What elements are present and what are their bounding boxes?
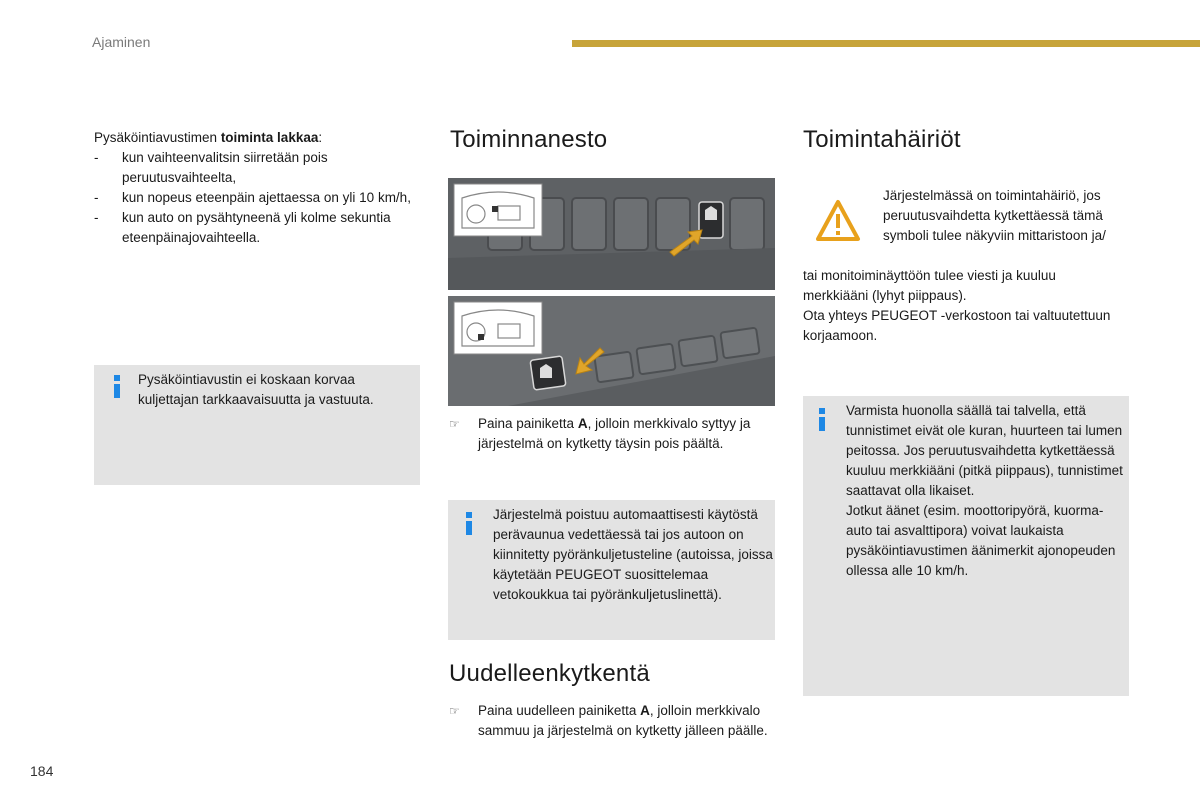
instruction-reenable (449, 701, 774, 741)
warning-triangle-icon (815, 198, 861, 244)
heading-uudelleenkytkenta: Uudelleenkytkentä (449, 660, 650, 687)
contact-text: Ota yhteys PEUGEOT -verkostoon tai valtuutettuun korjaamoon. (803, 308, 1111, 343)
heading-toiminnanesto: Toiminnanesto (450, 126, 608, 153)
section-title: Ajaminen (92, 34, 151, 50)
button-location-image-1 (448, 178, 775, 290)
info-text: Pysäköintiavustin ei koskaan korvaa kuljettajan tarkkaavaisuutta ja vastuuta. (138, 372, 374, 407)
info-box-responsibility (94, 365, 420, 485)
step-button-letter: A (640, 703, 650, 718)
info-text: Järjestelmä poistuu automaattisesti käytöstä perävaunua vedettäessä tai jos autoon on kiinnitetty pyöränkuljetusteline (autoissa, joissa käytetään PEUGEOT suosittelemaa vetokoukkua tai pyöränkuljetuslinettä). (493, 507, 773, 602)
bullet-dash: - (94, 190, 99, 205)
step-text: Paina uudelleen painiketta (478, 703, 641, 718)
info-box-trailer (448, 500, 775, 640)
instruction-step (449, 414, 774, 454)
pointing-hand-icon: ☞ (449, 704, 460, 718)
message-text: tai monitoiminäyttöön tulee viesti ja kuuluu merkkiääni (lyhyt piippaus). (803, 268, 1056, 303)
heading-toimintahairiot: Toimintahäiriöt (803, 126, 961, 153)
bullet-dash: - (94, 150, 99, 165)
instruction-disable (449, 414, 774, 454)
step-text-cont: , jolloin merkkivalo sammuu ja järjestelmä on kytketty jälleen päälle. (478, 703, 768, 738)
page-number: 184 (30, 763, 54, 779)
warning-text: Järjestelmässä on toimintahäiriö, jos peruutusvaihdetta kytkettäessä tämä symboli tulee näkyviin mittaristoon ja/ (883, 188, 1106, 243)
step-button-letter: A (577, 416, 588, 431)
step-text-cont: , jolloin merkkivalo syttyy ja järjestelmä on kytketty täysin pois päältä. (478, 416, 751, 451)
bullet-dash: - (94, 210, 99, 225)
dashboard-illustration (448, 178, 775, 290)
info-paragraph-2: Jotkut äänet (esim. moottoripyörä, kuorma-auto tai asvalttipora) voivat laukaista pysäköintiavustimen äänimerkit ajonopeuden ollessa alle 10 km/h. (846, 503, 1116, 578)
instruction-step (449, 701, 774, 741)
info-text (846, 401, 1126, 581)
warning-text-continued (803, 266, 1123, 346)
console-illustration (448, 296, 775, 406)
intro-lead-text: Pysäköintiavustimen (94, 130, 221, 145)
intro-lead (94, 128, 424, 148)
list-item (94, 188, 424, 208)
list-item-text: kun auto on pysähtyneenä yli kolme sekuntia eteenpäinajovaihteella. (122, 210, 391, 245)
list-item (94, 208, 424, 248)
step-text: Paina painiketta (478, 416, 578, 431)
intro-lead-colon: : (318, 130, 323, 145)
info-box-sensors (803, 396, 1129, 696)
list-item (94, 148, 424, 188)
list-item-text: kun vaihteenvalitsin siirretään pois peruutusvaihteelta, (122, 150, 328, 185)
intro-lead-bold: toiminta lakkaa (220, 130, 319, 145)
pointing-hand-icon: ☞ (449, 417, 460, 431)
header-accent-bar (572, 40, 1200, 47)
list-item-text: kun nopeus eteenpäin ajettaessa on yli 10 km/h, (122, 190, 411, 205)
info-paragraph-1: Varmista huonolla säällä tai talvella, että tunnistimet eivät ole kuran, huurteen tai lumen peitossa. Jos peruutusvaihdetta kytkettäessä kuuluu merkkiääni (pitkä piippaus), tunnistimet saattavat olla likaiset. (846, 403, 1123, 498)
intro-text (94, 128, 424, 248)
button-location-image-2 (448, 296, 775, 406)
